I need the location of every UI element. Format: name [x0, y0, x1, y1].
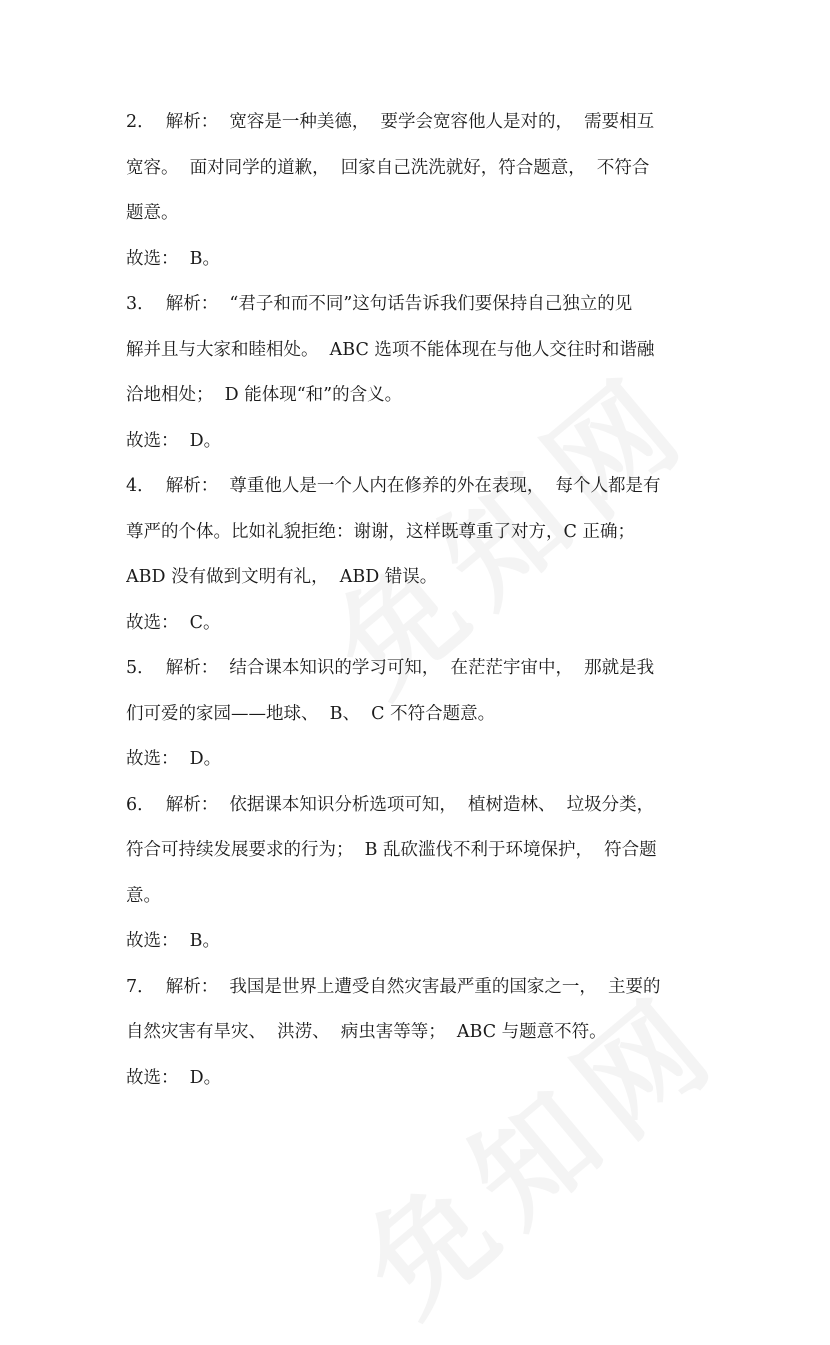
- text-line: 3． 解析： “君子和而不同”这句话告诉我们要保持自己独立的见: [126, 294, 633, 314]
- answer-line: 故选： D。: [126, 430, 222, 451]
- answer-line: 故选： B。: [126, 248, 220, 269]
- text-line: 们可爱的家园——地球、 B、 C 不符合题意。: [126, 703, 496, 724]
- text-line: 符合可持续发展要求的行为； B 乱砍滥伐不利于环境保护， 符合题: [126, 840, 657, 860]
- answer-line: 故选： D。: [126, 1067, 222, 1088]
- text-line: 5． 解析： 结合课本知识的学习可知， 在茫茫宇宙中， 那就是我: [126, 658, 655, 678]
- text-line: 自然灾害有旱灾、 洪涝、 病虫害等等； ABC 与题意不符。: [126, 1022, 607, 1042]
- text-line: 题意。: [126, 203, 179, 223]
- text-line: 意。: [126, 885, 161, 906]
- text-line: 2． 解析： 宽容是一种美德， 要学会宽容他人是对的， 需要相互: [126, 112, 655, 132]
- text-line: 宽容。 面对同学的道歉， 回家自己洗洗就好，符合题意， 不符合: [126, 157, 650, 178]
- text-line: 解并且与大家和睦相处。 ABC 选项不能体现在与他人交往时和谐融: [126, 339, 655, 360]
- text-line: 尊严的个体。比如礼貌拒绝：谢谢，这样既尊重了对方，C 正确；: [126, 521, 635, 542]
- text-line: 4． 解析： 尊重他人是一个人内在修养的外在表现， 每个人都是有: [126, 476, 661, 496]
- text-line: 洽地相处； D 能体现“和”的含义。: [126, 385, 403, 405]
- answer-line: 故选： C。: [126, 612, 221, 633]
- text-line: 6． 解析： 依据课本知识分析选项可知， 植树造林、 垃圾分类，: [126, 794, 655, 815]
- text-line: ABD 没有做到文明有礼， ABD 错误。: [126, 567, 438, 587]
- answer-line: 故选： D。: [126, 749, 222, 769]
- document-body: [126, 100, 710, 1101]
- text-line: 7． 解析： 我国是世界上遭受自然灾害最严重的国家之一， 主要的: [126, 976, 661, 997]
- answer-line: 故选： B。: [126, 931, 220, 951]
